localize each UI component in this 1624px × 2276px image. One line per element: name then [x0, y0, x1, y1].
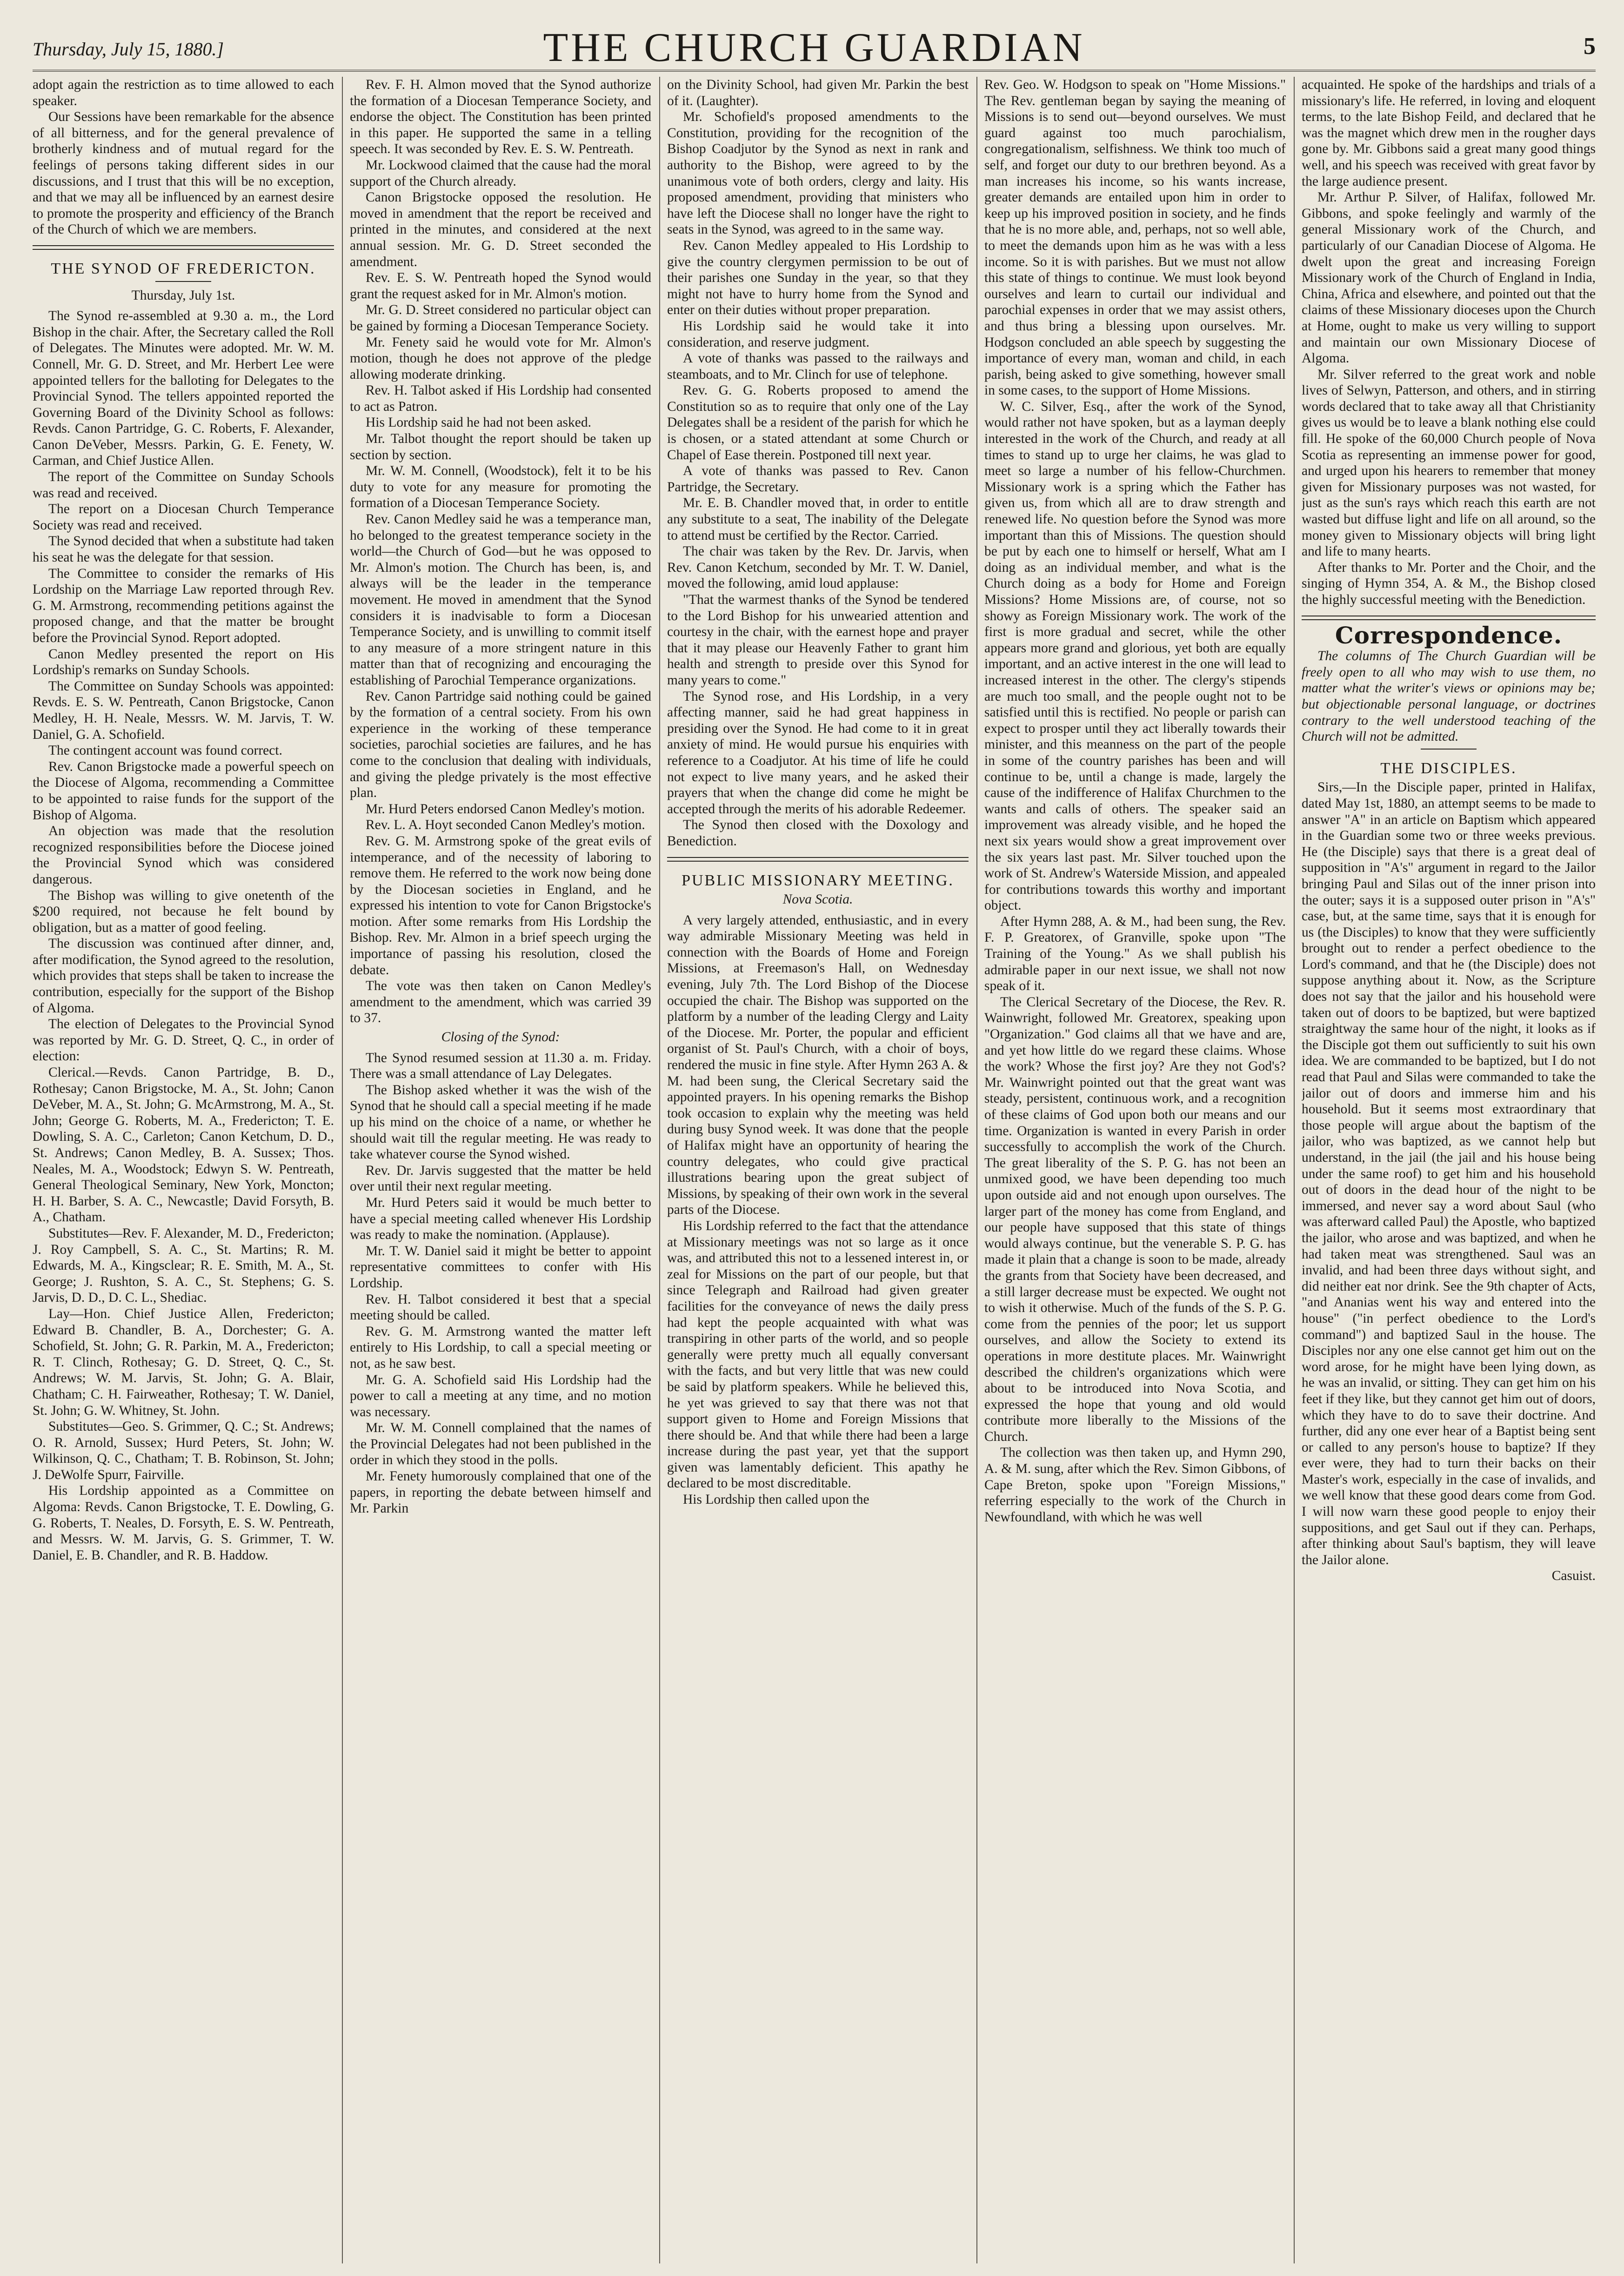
paragraph: The Bishop was willing to give onetenth of the $200 required, not because he felt bound by obligation, but as a matter of good feeling.: [33, 888, 334, 935]
masthead-title: THE CHURCH GUARDIAN: [543, 25, 1085, 70]
column-rule: [1294, 77, 1295, 2263]
issue-date: Thursday, July 15, 1880.]: [33, 39, 224, 60]
paragraph: Rev. H. Talbot asked if His Lordship had consented to act as Patron.: [350, 383, 651, 414]
section-divider: [667, 857, 969, 862]
paragraph: The collection was then taken up, and Hymn 290, A. & M. sung, after which the Rev. Simon Gibbons, of Cape Breton, spoke upon "Foreign Missions," referring especially to the work of the Church in Newfoundland, with which he was well: [984, 1445, 1286, 1525]
paragraph: His Lordship appointed as a Committee on Algoma: Revds. Canon Brigstocke, T. E. Dowling, G. G. Roberts, T. Neales, D. Forsyth, E. S. W. Pentreath, and Messrs. W. M. Jarvis, G. S. Grimmer, T. W. Daniel, E. B. Chandler, and R. B. Haddow.: [33, 1483, 334, 1563]
subheading: Closing of the Synod:: [441, 1030, 560, 1045]
paragraph: An objection was made that the resolution recognized responsibilities before the Diocese joined the Provincial Synod which was considered dangerous.: [33, 823, 334, 887]
column-3: [667, 77, 969, 2263]
paragraph: Rev. Canon Partridge said nothing could be gained by the formation of a central society. From his own experience in the working of these temperance societies, parochial societies are failures, and he has come to the conclusion that dealing with individuals, and giving the pledge privately is the most effective plan.: [350, 689, 651, 801]
paragraph: W. C. Silver, Esq., after the work of the Synod, would rather not have spoken, but as a layman deeply interested in the work of the Church, and ready at all times to stand up to urge her claims, he was glad to meet so large a number of his fellow-Churchmen. Missionary work is a spring which the Father has given us, from which all are to draw strength and renewed life. No question before the Synod was more important than this of Missions. The question should be put by each one to himself or herself, What am I doing as an individual member, and what is the Church doing as a body for Home and Foreign Missions? Home Missions are, of course, not so showy as Foreign Missionary work. The work of the first is more gradual and secret, while the other appears more grand and glorious, yet both are equally important, and an active interest in the one will lead to increased interest in the other. The clergy's stipends are much too small, and the people ought not to be satisfied until this is rectified. No people or parish can expect to prosper until they act liberally towards their minister, and this meanness on the part of the people in some of the country parishes has been and will continue to be, until a change is made, largely the cause of the indifference of Halifax Churchmen to the wants and calls of others. The speaker said an improvement was already visible, and he hoped the next six years would show a great improvement over the six years last past. Mr. Silver touched upon the work of St. Andrew's Waterside Mission, and appealed for contributions towards this worthy and important object.: [984, 399, 1286, 913]
paragraph: Mr. Fenety humorously complained that one of the papers, in reporting the debate between himself and Mr. Parkin: [350, 1469, 651, 1516]
paragraph: After Hymn 288, A. & M., had been sung, the Rev. F. P. Greatorex, of Granville, spoke upon "The Training of the Young." As we shall publish his admirable paper in our next issue, we shall not now speak of it.: [984, 914, 1286, 994]
paragraph: Rev. H. Talbot considered it best that a special meeting should be called.: [350, 1292, 651, 1323]
paragraph: Mr. G. D. Street considered no particular object can be gained by forming a Diocesan Temperance Society.: [350, 302, 651, 334]
signature: Casuist.: [1551, 1568, 1596, 1584]
divider: [155, 281, 211, 282]
column-4: [984, 77, 1286, 2263]
section-divider: [33, 245, 334, 250]
editorial-note: The columns of The Church Guardian will be freely open to all who may wish to use them, no matter what the writer's views or opinions may be; but objectionable personal language, or doctrines contrary to the well understood teaching of the Church will not be admitted.: [1302, 649, 1596, 744]
paragraph: The report of the Committee on Sunday Schools was read and received.: [33, 469, 334, 501]
paragraph: Rev. Canon Medley said he was a temperance man, ho belonged to the greatest temperance society in the world—the Church of God—but he was opposed to Mr. Almon's motion. The Church has been, is, and always will be the leader in the temperance movement. He moved in amendment that the Synod considers it is inadvisable to form a Diocesan Temperance Society, and is unwilling to commit itself to any measure of a more stringent nature in this matter than that of recognizing and encouraging the establishing of Parochial Temperance organizations.: [350, 512, 651, 688]
paragraph: Substitutes—Rev. F. Alexander, M. D., Fredericton; J. Roy Campbell, S. A. C., St. Martins; R. M. Edwards, M. A., Kingsclear; R. E. Smith, M. A., St. George; J. Rushton, S. A. C., St. Stephens; G. S. Jarvis, D. D., D. C. L., Shediac.: [33, 1225, 334, 1305]
paragraph: His Lordship said he would take it into consideration, and reserve judgment.: [667, 318, 969, 350]
paragraph: A vote of thanks was passed to Rev. Canon Partridge, the Secretary.: [667, 463, 969, 495]
paragraph: His Lordship referred to the fact that the attendance at Missionary meetings was not so large as it once was, and attributed this not to a lessened interest in, or zeal for Missions on the part of our people, but that since Telegraph and Railroad had given greater facilities for the conveyance of news the daily press had kept the people acquainted with what was transpiring in other parts of the world, and so people generally were pretty much all equally conversant with the facts, and but very little that was new could be said by platform speakers. While he believed this, he yet was grieved to say that there was not that support given to Home and Foreign Missions that there should be. And that while there had been a large increase during the past year, yet that the support given was lamentably deficient. This apathy he declared to be most discreditable.: [667, 1218, 969, 1491]
paragraph: Mr. Arthur P. Silver, of Halifax, followed Mr. Gibbons, and spoke feelingly and warmly of the general Missionary work of the Church, and particularly of our Canadian Diocese of Algoma. He dwelt upon the great and increasing Foreign Missionary work of the Church of England in India, China, Africa and elsewhere, and pointed out that the claims of these Missionary dioceses upon the Church at Home, ought to make us very willing to support and maintain our own Missionary Diocese of Algoma.: [1302, 190, 1596, 366]
paragraph: Mr. Schofield's proposed amendments to the Constitution, providing for the recognition of the Bishop Coadjutor by the Synod as next in rank and authority to the Bishop, were agreed to by the unanimous vote of both orders, clergy and laity. His proposed amendment, providing that ministers who have left the Diocese shall no longer have the right to seats in the Synod, was agreed to in the same way.: [667, 109, 969, 237]
paragraph: A vote of thanks was passed to the railways and steamboats, and to Mr. Clinch for use of telephone.: [667, 351, 969, 382]
paragraph: Rev. Dr. Jarvis suggested that the matter be held over until their next regular meeting.: [350, 1163, 651, 1194]
paragraph: Rev. F. H. Almon moved that the Synod authorize the formation of a Diocesan Temperance Society, and endorse the object. The Constitution has been printed in this paper. He supported the same in a telling speech. It was seconded by Rev. E. S. W. Pentreath.: [350, 77, 651, 157]
paragraph: Rev. G. G. Roberts proposed to amend the Constitution so as to require that only one of the Lay Delegates shall be a resident of the parish for which he is chosen, or a stated attendant at some Church or Chapel of Ease therein. Postponed till next year.: [667, 383, 969, 462]
paragraph: The Synod re-assembled at 9.30 a. m., the Lord Bishop in the chair. After, the Secretary called the Roll of Delegates. The Minutes were adopted. Mr. W. M. Connell, Mr. G. D. Street, and Mr. Herbert Lee were appointed tellers for the balloting for Delegates to the Provincial Synod. The tellers appointed reported the Governing Board of the Divinity School as follows: Revds. Canon Partridge, G. C. Roberts, F. Alexander, Canon DeVeber, Messrs. Parkin, G. E. Fenety, W. Carman, and Chief Justice Allen.: [33, 308, 334, 469]
paragraph: Mr. Fenety said he would vote for Mr. Almon's motion, though he does not approve of the pledge allowing moderate drinking.: [350, 335, 651, 382]
paragraph: The Bishop asked whether it was the wish of the Synod that he should call a special meeting if he made up his mind on the choice of a name, or whether he should wait till the regular meeting. He was ready to take whatever course the Synod wished.: [350, 1082, 651, 1162]
paragraph: The chair was taken by the Rev. Dr. Jarvis, when Rev. Canon Ketchum, seconded by Mr. T. W. Daniel, moved the following, amid loud applause:: [667, 544, 969, 591]
paragraph: Mr. Talbot thought the report should be taken up section by section.: [350, 431, 651, 462]
page-number: 5: [1584, 33, 1596, 60]
paragraph: Rev. Geo. W. Hodgson to speak on "Home Missions." The Rev. gentleman began by saying the meaning of Missions is to send out—beyond ourselves. We must guard against too much parochialism, congregationalism, selfishness. We think too much of self, and forget our duty to our brethren beyond. As a man increases his income, so his wants increase, greater demands are entailed upon him in order to keep up his improved position in society, and he finds that he is no more able, and, perhaps, not so well able, to meet the demands upon him as he was with a less income. So it is with parishes. But we must not allow this state of things to continue. We must look beyond ourselves and learn to curtail our individual and parochial expenses in order that we may assist others, and thus bring a blessing upon ourselves. Mr. Hodgson concluded an able speech by suggesting the importance of every man, woman and child, in each parish, being asked to give something, however small in some cases, to the support of Home Missions.: [984, 77, 1286, 398]
paragraph: The Clerical Secretary of the Diocese, the Rev. R. Wainwright, followed Mr. Greatorex, speaking upon "Organization." God claims all that we have and are, and yet how little do we regard these claims. Whose the work? Whose the first joy? Are they not God's? Mr. Wainwright pointed out that the great want was steady, persistent, continuous work, and a recognition of these claims of God upon both our means and our time. Organization is wanted in every Parish in order successfully to accomplish the work of the Church. The great liberality of the S. P. G. has not been an unmixed good, we have been depending too much upon outside aid and not enough upon ourselves. The larger part of the money has come from England, and our people have supposed that this state of things would always continue, but the venerable S. P. G. has made it plain that a change is soon to be made, already the grants from that Society have been decreased, and a still larger decrease must be expected. We ought not to wish it otherwise. Much of the funds of the S. P. G. come from the pennies of the poor; let us support ourselves, and allow the Society to extend its operations in more destitute places. Mr. Wainwright described the children's organizations which were about to be introduced into Nova Scotia, and expressed the hope that young and old would contribute more liberally to the Missions of the Church.: [984, 994, 1286, 1444]
paragraph: Rev. Canon Brigstocke made a powerful speech on the Diocese of Algoma, recommending a Committee to be appointed to raise funds for the support of the Bishop of Algoma.: [33, 759, 334, 823]
paragraph: on the Divinity School, had given Mr. Parkin the best of it. (Laughter).: [667, 77, 969, 108]
paragraph: The vote was then taken on Canon Medley's amendment to the amendment, which was carried 39 to 37.: [350, 978, 651, 1026]
correspondence-heading: Correspondence.: [1335, 621, 1563, 649]
paragraph: Rev. E. S. W. Pentreath hoped the Synod would grant the request asked for in Mr. Almon's motion.: [350, 270, 651, 301]
paragraph: The report on a Diocesan Church Temperance Society was read and received.: [33, 502, 334, 533]
paragraph: Sirs,—In the Disciple paper, printed in Halifax, dated May 1st, 1880, an attempt seems to be made to answer "A" in an article on Baptism which appeared in the Guardian some two or three weeks previous. He (the Disciple) says that there is a great deal of supposition in "A's" argument in regard to the Jailor bringing Paul and Silas out of the inner prison into the outer; says it is a supposed outer prison in "A's" case, but, at the same time, says that it is enough for us (the Disciples) to know that they were sufficiently brought out to render a perfect obedience to the Lord's command, and that he (the Disciple) does not suppose anything about it. Now, as the Scripture does not say that the jailor and his household were taken out of doors to be baptized, but were baptized straightway the same hour of the night, it looks as if the Disciple got them out sufficiently to suit his own idea. We are commanded to be baptized, but I do not read that Paul and Silas were commanded to take the jailor out of doors and immerse him and his household. But it seems most extraordinary that those people will argue about the baptism of the jailor, who was baptized, as we cannot help but understand, in the jail (the jail and his house being under the same roof) to get him and his household out of doors in the dead hour of the night to be immersed, and never say a word about Saul (who was afterward called Paul) the Apostle, who baptized the jailor, who arose and was baptized, and when he had taken meat was strengthened. Saul was an invalid, and had been three days without sight, and did neither eat nor drink. See the 9th chapter of Acts, "and Ananias went his way and entered into the house" ("in perfect obedience to the Lord's command") and baptized Saul in the house. The Disciples nor any one else cannot get him out on the word arose, for he might have been lying down, as he was an invalid, or sitting. They can get him on his feet if they like, but they cannot get him out of doors, which they have to do to save their doctrine. And further, did any one ever hear of a Baptist being sent or called to any person's house to baptize? If they ever were, they had to turn their backs on their Master's work, especially in the case of invalids, and we well know that these good dears come from God. I will now warn these good people to enjoy their suppositions, and get Saul out if they can. Perhaps, after thinking about Saul's baptism, they will leave the Jailor alone.: [1302, 780, 1596, 1567]
paragraph: His Lordship then called upon the: [683, 1492, 869, 1507]
paragraph: The Synod decided that when a substitute had taken his seat he was the delegate for that session.: [33, 534, 334, 565]
column-1: [33, 77, 334, 2263]
paragraph: Mr. Silver referred to the great work and noble lives of Selwyn, Patterson, and others, and in stirring words declared that to take away all that Christianity gives us would be to leave a blank nothing else could fill. He spoke of the 60,000 Church people of Nova Scotia as representing an immense power for good, and urged upon his hearers to remember that money given for Missionary purposes was not wasted, for just as the sun's rays which reach this earth are not wasted but diffuse light and life on all around, so the money given to Missionary objects will bring light and life to many hearts.: [1302, 367, 1596, 559]
paragraph: The Committee on Sunday Schools was appointed: Revds. E. S. W. Pentreath, Canon Brigstocke, Canon Medley, H. H. Neale, Messrs. W. M. Jarvis, T. W. Daniel, G. A. Schofield.: [33, 678, 334, 742]
paragraph: Rev. L. A. Hoyt seconded Canon Medley's motion.: [366, 817, 645, 833]
page-header: [33, 14, 1596, 72]
section-divider: [1302, 616, 1596, 620]
paragraph: "That the warmest thanks of the Synod be tendered to the Lord Bishop for his unwearied attention and courtesy in the chair, with the earnest hope and prayer that it may please our Heavenly Father to grant him health and strength to preside over this Synod for many years to come.": [667, 592, 969, 688]
paragraph: The Synod then closed with the Doxology and Benediction.: [667, 817, 969, 849]
paragraph: Our Sessions have been remarkable for the absence of all bitterness, and for the general prevalence of brotherly kindness and of mutual regard for the feelings of persons taking different sides in our discussions, and I trust that this will be no exception, and that we may all be influenced by an earnest desire to promote the prosperity and efficiency of the Branch of the Church of which we are members.: [33, 109, 334, 237]
paragraph: acquainted. He spoke of the hardships and trials of a missionary's life. He referred, in loving and eloquent terms, to the late Bishop Feild, and declared that he was the magnet which drew men in the rougher days gone by. Mr. Gibbons said a great many good things well, and his speech was received with great favor by the large audience present.: [1302, 77, 1596, 189]
column-rule: [976, 77, 977, 2263]
section-heading: THE SYNOD OF FREDERICTON.: [51, 260, 316, 277]
paragraph: Rev. Canon Medley appealed to His Lordship to give the country clergymen permission to be out of their parishes one Sunday in the year, so that they might not have to hurry home from the Synod and enter on their duties without proper preparation.: [667, 238, 969, 318]
paragraph: Lay—Hon. Chief Justice Allen, Fredericton; Edward B. Chandler, B. A., Dorchester; G. A. Schofield, St. John; G. R. Parkin, M. A., Fredericton; R. T. Clinch, Rothesay; G. D. Street, Q. C., St. Andrews; W. M. Jarvis, St. John; G. A. Blair, Chatham; C. H. Fairweather, Rothesay; T. W. Daniel, St. John; G. W. Whitney, St. John.: [33, 1306, 334, 1418]
section-subheading: Nova Scotia.: [782, 892, 853, 907]
paragraph: Mr. Lockwood claimed that the cause had the moral support of the Church already.: [350, 157, 651, 189]
paragraph: Clerical.—Revds. Canon Partridge, B. D., Rothesay; Canon Brigstocke, M. A., St. John; Canon DeVeber, M. A., St. John; G. McArmstrong, M. A., St. John; George G. Roberts, M. A., Fredericton; T. E. Dowling, S. A. C., Carleton; Canon Ketchum, D. D., St. Andrews; Canon Medley, B. A. Sussex; Thos. Neales, M. A., Woodstock; Edwyn S. W. Pentreath, General Theological Seminary, New York, Moncton; H. H. Barber, S. A. C., Newcastle; David Forsyth, B. A., Chatham.: [33, 1065, 334, 1225]
paragraph: Substitutes—Geo. S. Grimmer, Q. C.; St. Andrews; O. R. Arnold, Sussex; Hurd Peters, St. John; W. Wilkinson, Q. C., Chatham; T. B. Robinson, St. John; J. DeWolfe Spurr, Fairville.: [33, 1419, 334, 1482]
paragraph: Rev. G. M. Armstrong spoke of the great evils of intemperance, and of the necessity of laboring to remove them. He referred to the work now being done by the Diocesan societies in England, and he expressed his intention to vote for Canon Brigstocke's motion. After some remarks from His Lordship the Bishop. Rev. Mr. Almon in a brief speech urging the importance of passing his resolution, closed the debate.: [350, 833, 651, 977]
paragraph: The election of Delegates to the Provincial Synod was reported by Mr. G. D. Street, Q. C., in order of election:: [33, 1017, 334, 1064]
paragraph: Mr. Hurd Peters endorsed Canon Medley's motion.: [366, 801, 645, 817]
column-rule: [342, 77, 343, 2263]
paragraph: Canon Brigstocke opposed the resolution. He moved in amendment that the report be received and printed in the minutes, and considered at the next annual session. Mr. G. D. Street seconded the amendment.: [350, 190, 651, 269]
paragraph: A very largely attended, enthusiastic, and in every way admirable Missionary Meeting was held in connection with the Boards of Home and Foreign Missions, at Freemason's Hall, on Wednesday evening, July 7th. The Lord Bishop of the Diocese occupied the chair. The Bishop was supported on the platform by a number of the leading Clergy and Laity of the Diocese. Mr. Porter, the popular and efficient organist of St. Paul's Church, with a choir of boys, rendered the music in fine style. After Hymn 263 A. & M. had been sung, the Clerical Secretary said the appointed prayers. In his opening remarks the Bishop took occasion to explain why the meeting was held during busy Synod week. It was done that the people of Halifax might have an opportunity of hearing the country delegates, who could give practical illustrations bearing upon the great subject of Missions, by speaking of their own work in the several parts of the Diocese.: [667, 912, 969, 1218]
paragraph: The discussion was continued after dinner, and, after modification, the Synod agreed to the resolution, which provides that steps shall be taken to increase the contribution, especially for the support of the Bishop of Algoma.: [33, 936, 334, 1016]
paragraph: Mr. W. M. Connell complained that the names of the Provincial Delegates had not been published in the order in which they stood in the polls.: [350, 1420, 651, 1468]
paragraph: The Synod resumed session at 11.30 a. m. Friday. There was a small attendance of Lay Delegates.: [350, 1050, 651, 1082]
section-heading: PUBLIC MISSIONARY MEETING.: [682, 871, 954, 889]
paragraph: adopt again the restriction as to time allowed to each speaker.: [33, 77, 334, 108]
column-rule: [659, 77, 660, 2263]
paragraph: Rev. G. M. Armstrong wanted the matter left entirely to His Lordship, to call a special meeting or not, as he saw best.: [350, 1324, 651, 1371]
paragraph: The contingent account was found correct.: [48, 743, 282, 758]
paragraph: Mr. T. W. Daniel said it might be better to appoint representative committees to confer with His Lordship.: [350, 1243, 651, 1291]
paragraph: Mr. G. A. Schofield said His Lordship had the power to call a meeting at any time, and no motion was necessary.: [350, 1372, 651, 1419]
paragraph: The Committee to consider the remarks of His Lordship on the Marriage Law reported through Rev. G. M. Armstrong, recommending petitions against the proposed change, and that the matter be brought before the Provincial Synod. Report adopted.: [33, 566, 334, 645]
divider: [1421, 749, 1477, 750]
column-2: [350, 77, 651, 2263]
paragraph: Mr. W. M. Connell, (Woodstock), felt it to be his duty to vote for any measure for promoting the formation of a Diocesan Temperance Society.: [350, 463, 651, 511]
column-5: [1302, 77, 1596, 2263]
paragraph: After thanks to Mr. Porter and the Choir, and the singing of Hymn 354, A. & M., the Bishop closed the highly successful meeting with the Benediction.: [1302, 560, 1596, 607]
paragraph: Canon Medley presented the report on His Lordship's remarks on Sunday Schools.: [33, 646, 334, 678]
paragraph: Mr. E. B. Chandler moved that, in order to entitle any substitute to a seat, The inability of the Delegate to attend must be certified by the Rector. Carried.: [667, 495, 969, 543]
section-date: Thursday, July 1st.: [131, 288, 235, 303]
paragraph: The Synod rose, and His Lordship, in a very affecting manner, said he had great happiness in presiding over the Synod. He had come to it in great anxiety of mind. He would pursue his enquiries with reference to a Coadjutor. At his time of life he could not expect to live many years, and he asked their prayers that when the change did come he might be accepted through the merits of his adorable Redeemer.: [667, 689, 969, 817]
section-heading: THE DISCIPLES.: [1380, 759, 1517, 777]
paragraph: His Lordship said he had not been asked.: [366, 415, 592, 430]
paragraph: Mr. Hurd Peters said it would be much better to have a special meeting called whenever His Lordship was ready to make the nomination. (Applause).: [350, 1195, 651, 1243]
